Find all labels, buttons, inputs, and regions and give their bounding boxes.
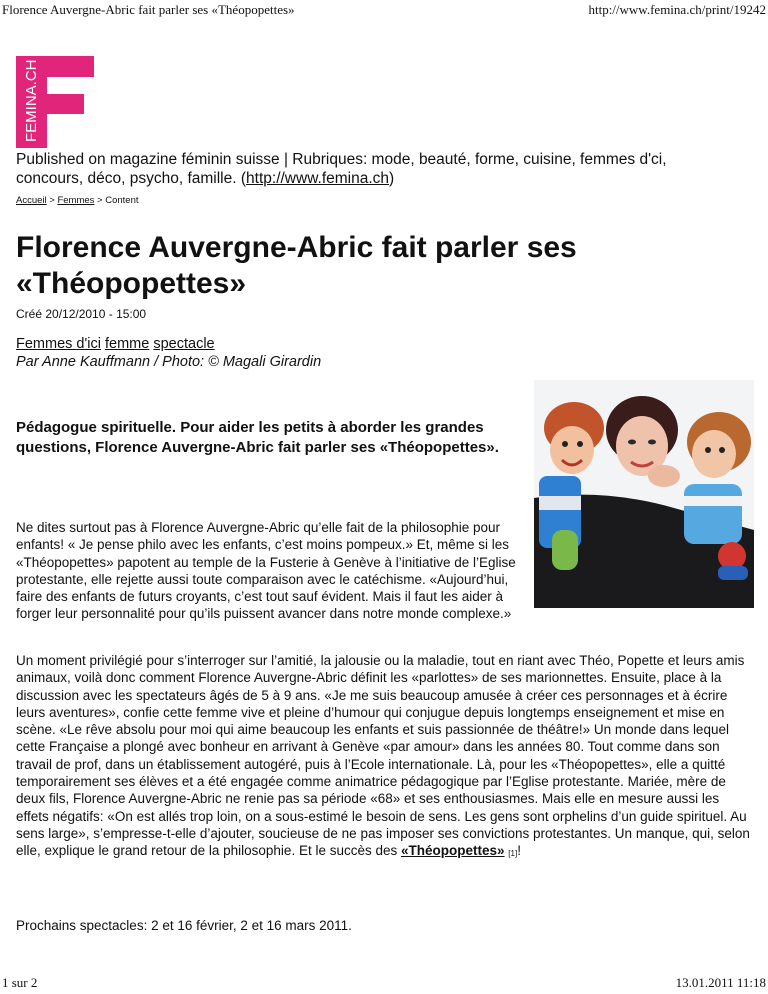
footnote-ref: [1] (508, 849, 518, 859)
femina-link[interactable]: http://www.femina.ch (246, 170, 390, 187)
breadcrumb-separator: > (94, 195, 106, 206)
tags-and-byline (16, 335, 321, 371)
print-header (0, 0, 768, 22)
print-footer (0, 975, 768, 993)
breadcrumb-separator: > (46, 195, 58, 206)
published-text: Published on magazine féminin suisse | Rubriques: mode, beauté, forme, cuisine, femmes d'ci, concours, déco, psycho, famille. ( (16, 151, 667, 187)
print-datetime: 13.01.2011 11:18 (675, 975, 766, 990)
published-suffix: ) (389, 170, 395, 187)
logo-text: FEMINA.CH (23, 59, 40, 142)
tag-spectacle[interactable]: spectacle (153, 336, 215, 352)
theopopettes-link[interactable]: «Théopopettes» (401, 843, 505, 859)
print-header-title: Florence Auvergne-Abric fait parler ses «Théopopettes» (2, 2, 295, 17)
breadcrumb (16, 195, 139, 206)
article-body (16, 652, 751, 863)
breadcrumb-content: Content (105, 195, 139, 206)
body-end: ! (517, 843, 521, 859)
created-date: Créé 20/12/2010 - 15:00 (16, 307, 147, 321)
page-number: 1 sur 2 (2, 975, 38, 990)
next-shows: Prochains spectacles: 2 et 16 février, 2 et 16 mars 2011. (16, 918, 352, 933)
published-note (16, 150, 736, 188)
tag-femme[interactable]: femme (104, 336, 150, 352)
breadcrumb-femmes[interactable]: Femmes (57, 195, 95, 206)
article-lead: Pédagogue spirituelle. Pour aider les petits à aborder les grandes questions, Florence Auvergne-Abric fait parler ses «Théopopettes». (16, 419, 499, 456)
breadcrumb-accueil[interactable]: Accueil (16, 195, 47, 206)
femina-logo (16, 56, 94, 148)
article-body-text: Un moment privilégié pour s’interroger sur l’amitié, la jalousie ou la maladie, tout en riant avec Théo, Popette et leurs amis animaux, voilà donc comment Florence Auvergne-Abric définit les «parlottes» de ses marionnettes. Ensuite, place à la discussion avec les spectateurs âgés de 5 à 9 ans. «Je me suis beaucoup amusée à créer ces personnages et à écrire leurs aventures», confie cette femme vive et pleine d’humour qui conjugue depuis longtemps enseignement et mise en scène. «Le rêve absolu pour moi qui aime beaucoup les enfants et suis passionnée de théâtre!» Un monde dans lequel cette Française a plongé avec bonheur en arrivant à Genève «par amour» dans les années 80. Tout comme dans son travail de prof, dans un établissement autogéré, puis à l’Ecole internationale. Là, pour les «Théopopettes», elle a quitté temporairement ses élèves et a été engagée comme animatrice pédagogique par l’Eglise protestante. Mariée, mère de deux fils, Florence Auvergne-Abric ne renie pas sa période «68» et ses enthousiasmes. Mais elle en mesure aussi les effets négatifs: «On est allés trop loin, on a sous-estimé le besoin de sens. Les gens sont orphelins d’un guide spirituel. Au sens large», s’empresse-t-elle d’ajouter, soucieuse de ne pas imposer ses convictions protestantes. Un manque, qui, selon elle, explique le grand retour de la philosophie. Et le succès des (16, 653, 750, 859)
tag-femmes-dici[interactable]: Femmes d'ici (16, 336, 101, 352)
article-photo (534, 380, 754, 608)
byline: Par Anne Kauffmann / Photo: © Magali Girardin (16, 354, 322, 370)
tag-list (16, 335, 321, 353)
print-header-url: http://www.femina.ch/print/19242 (588, 2, 766, 17)
article-intro: Ne dites surtout pas à Florence Auvergne-Abric qu’elle fait de la philosophie pour enfants! « Je pense philo avec les enfants, c’est moins pompeux.» Et, même si les «Théopopettes» papotent au temple de la Fusterie à Genève à l’initiative de l’Eglise protestante, elle rejette aussi toute comparaison avec le catéchisme. «Aujourd’hui, faire des enfants de futurs croyants, c’est tout sauf évident. Mais il faut les aider à forger leur personnalité pour qu’ils puissent avancer dans notre monde complexe.» (16, 520, 516, 622)
article-title: Florence Auvergne-Abric fait parler ses «Théopopettes» (16, 231, 577, 300)
